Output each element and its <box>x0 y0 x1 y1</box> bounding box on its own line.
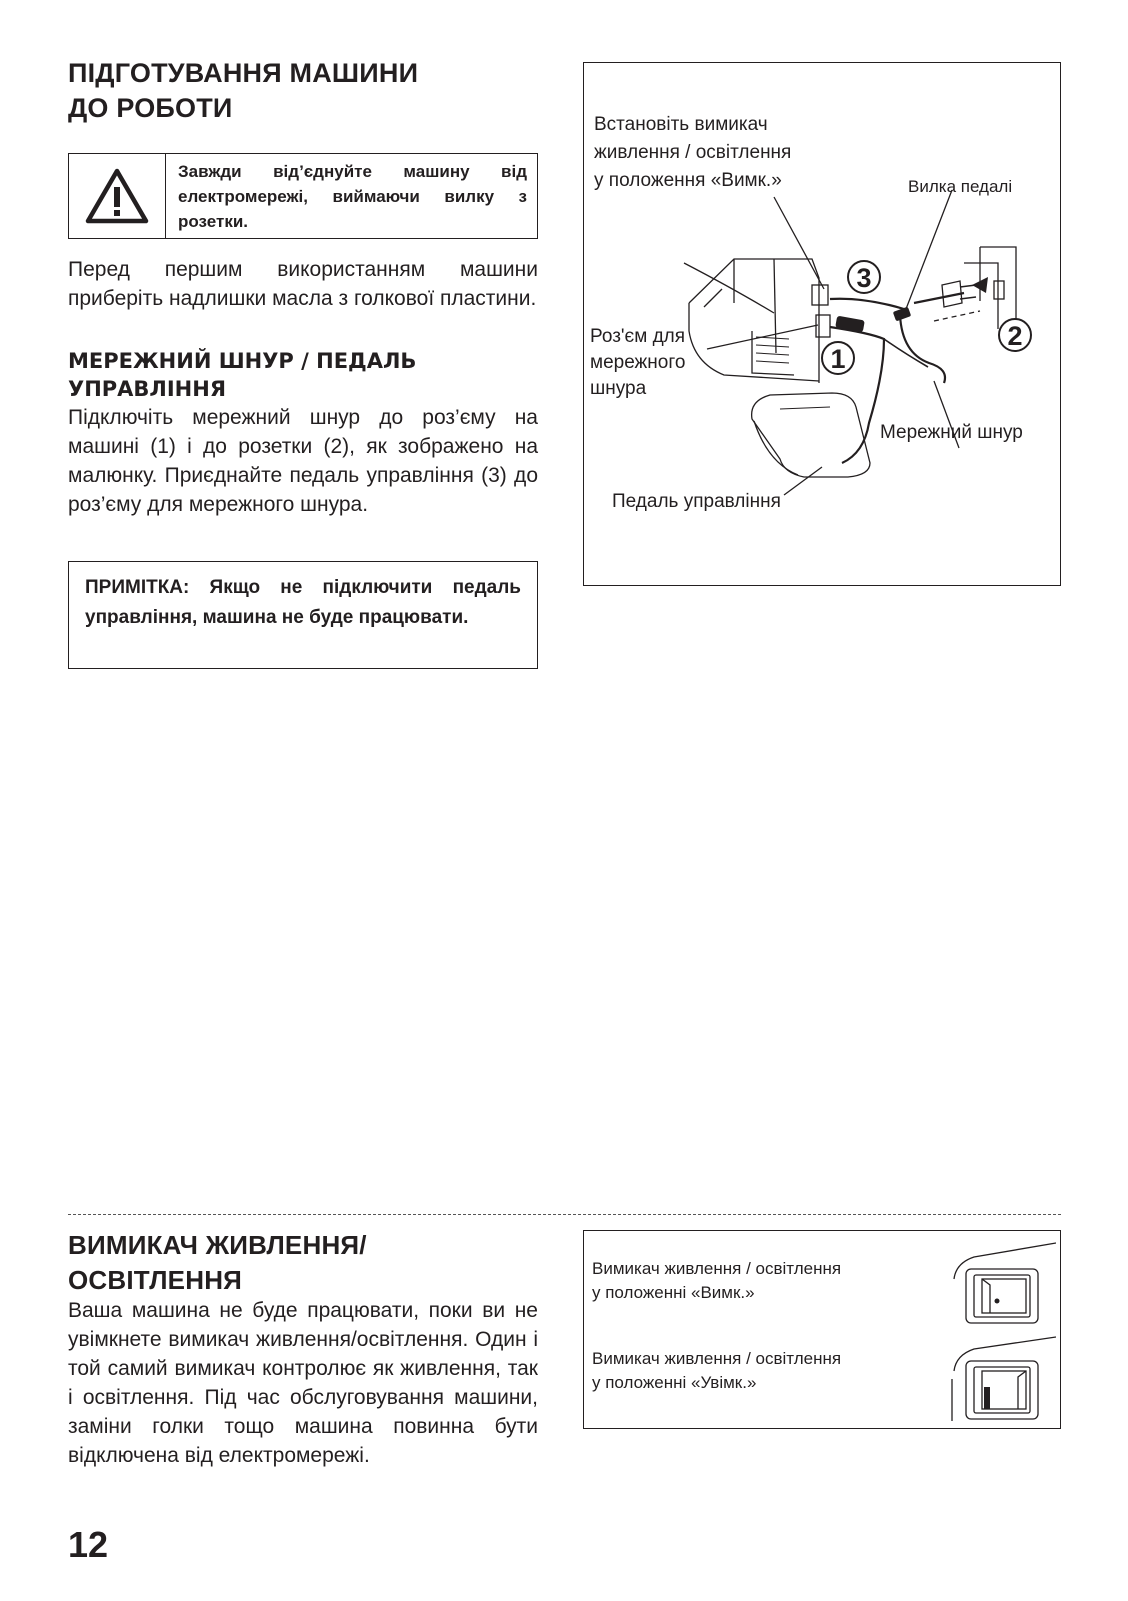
note-box: ПРИМІТКА: Якщо не підключити педаль управління, машина не буде працювати. <box>68 561 538 669</box>
section1-title-line2: ДО РОБОТИ <box>68 93 233 123</box>
pedal-plug-label: Вилка педалі <box>908 177 1013 196</box>
power-cord-label: Мережний шнур <box>880 422 1023 443</box>
switch-off-icon <box>952 1239 1056 1327</box>
socket-label-line1: Роз'єм для <box>590 326 686 347</box>
switch-label-line2: живлення / освітлення <box>594 142 792 163</box>
switch-figure <box>583 1230 1061 1429</box>
instructions-block <box>68 403 538 519</box>
power-cord-subtitle-line1: МЕРЕЖНИЙ ШНУР / ПЕДАЛЬ <box>68 349 417 373</box>
power-cord-subtitle-line2: УПРАВЛІННЯ <box>68 377 226 401</box>
section2-body-block <box>68 1296 538 1470</box>
connection-figure <box>583 62 1061 586</box>
intro-block <box>68 255 538 313</box>
pedal-label: Педаль управління <box>612 491 781 512</box>
intro-text: Перед першим використанням машини приберіть надлишки масла з голкової пластини. <box>68 258 538 310</box>
switch-off-label-line2: у положенні «Вимк.» <box>592 1283 755 1302</box>
socket-label-line3: шнура <box>590 378 647 399</box>
switch-label-line3: у положення «Вимк.» <box>594 170 782 191</box>
section-divider <box>68 1214 1061 1215</box>
switch-on-label-line2: у положенні «Увімк.» <box>592 1373 757 1392</box>
section2-title <box>68 1228 367 1298</box>
instructions-text: Підключіть мережний шнур до роз’єму на машині (1) і до розетки (2), як зображено на малюнку. Приєднайте педаль управління (3) до роз’єму для мережного шнура. <box>68 406 538 516</box>
marker-1: 1 <box>830 344 846 374</box>
page-number: 12 <box>68 1524 109 1565</box>
marker-2: 2 <box>1007 321 1023 351</box>
section2-title-line2: ОСВІТЛЕННЯ <box>68 1265 243 1295</box>
switch-off-label-line1: Вимикач живлення / освітлення <box>592 1259 842 1278</box>
warning-triangle-icon <box>84 167 150 225</box>
power-cord-subtitle <box>68 347 416 403</box>
section2-title-line1: ВИМИКАЧ ЖИВЛЕННЯ/ <box>68 1230 367 1260</box>
switch-label-line1: Встановіть вимикач <box>594 114 768 135</box>
warning-text: Завжди від’єднуйте машину від електромережі, виймаючи вилку з розетки. <box>178 162 527 231</box>
section1-title <box>68 56 418 126</box>
socket-label-line2: мережного <box>590 352 686 373</box>
warning-icon-cell <box>69 154 166 238</box>
switch-on-icon <box>948 1335 1056 1427</box>
warning-box <box>68 153 538 239</box>
section1-title-line1: ПІДГОТУВАННЯ МАШИНИ <box>68 58 419 88</box>
section2-body-text: Ваша машина не буде працювати, поки ви не увімкнете вимикач живлення/освітлення. Один і той самий вимикач контролює як живлення, так і освітлення. Під час обслуговування машини, заміни голки тощо машина повинна бути відключена від електромережі. <box>68 1299 538 1467</box>
switch-on-label-line1: Вимикач живлення / освітлення <box>592 1349 842 1368</box>
marker-3: 3 <box>856 263 872 293</box>
